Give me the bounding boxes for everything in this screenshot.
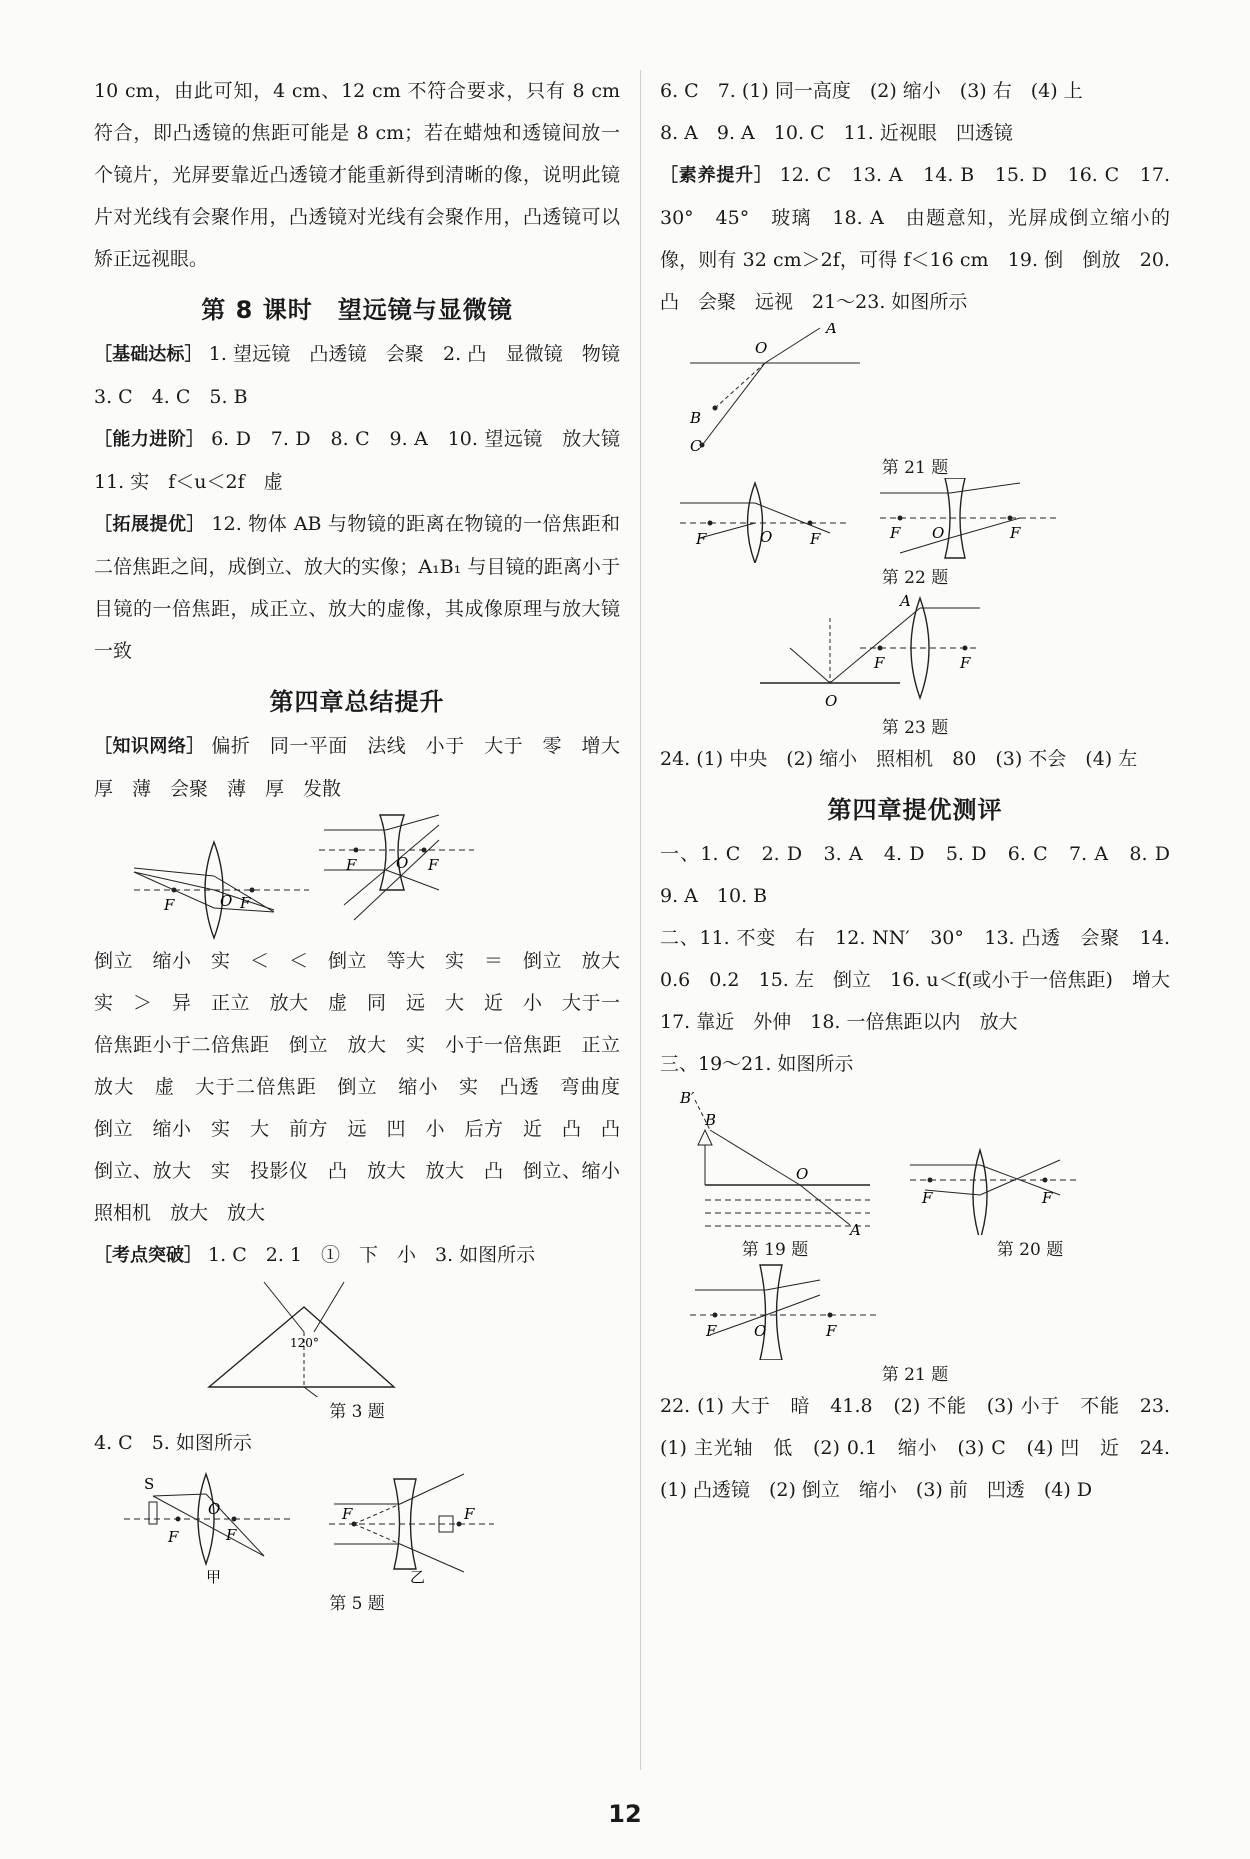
label-F20a: F <box>922 1189 933 1207</box>
part3-answers: 三、19～21. 如图所示 <box>660 1053 854 1075</box>
label-A19: A <box>850 1221 861 1235</box>
part1-answers: 一、1. C 2. D 3. A 4. D 5. D 6. C 7. A 8. D 9. A 10. B <box>660 843 1190 907</box>
label-F23b: F <box>960 654 971 672</box>
label-S: S <box>144 1475 155 1493</box>
figure-19-caption: 第 19 题 <box>741 1240 809 1260</box>
label-O22b: O <box>932 524 945 542</box>
knowledge-lens-figure <box>94 810 620 940</box>
label-F22b: F <box>810 530 821 548</box>
label-yi: 乙 <box>410 1568 426 1586</box>
part2-answers: 二、11. 不变 右 12. NN′ 30° 13. 凸透 会聚 14. 0.6 0.2 15. 左 倒立 16. u＜f(或小于一倍焦距) 增大 17. 靠近 外伸 18. 一倍焦距以内 放大 <box>660 927 1190 1033</box>
figure-5-caption: 第 5 题 <box>329 1594 385 1614</box>
figure-21 <box>660 323 1170 478</box>
label-O1: O <box>220 892 233 910</box>
right-column <box>660 70 1190 1511</box>
label-F1: F <box>164 896 175 914</box>
basic-tag: ［基础达标］ <box>94 344 203 365</box>
chapter-4-test-title: 第四章提优测评 <box>827 796 1003 824</box>
left-column <box>94 70 640 1614</box>
label-F6: F <box>226 1526 237 1544</box>
label-F3: F <box>346 856 357 874</box>
label-F5: F <box>168 1528 179 1546</box>
expand-answers <box>94 503 620 672</box>
figure-5-diagram <box>94 1464 620 1589</box>
ability-tag: ［能力进阶］ <box>94 429 205 450</box>
q45-answers: 4. C 5. 如图所示 <box>94 1432 252 1454</box>
right-line-1: 6. C 7. (1) 同一高度 (2) 缩小 (3) 右 (4) 上 <box>660 80 1083 102</box>
label-F23a: F <box>874 654 885 672</box>
expand-tag: ［拓展提优］ <box>94 514 205 535</box>
figure-21b-diagram <box>660 1260 1170 1360</box>
literacy-answers <box>660 154 1170 323</box>
right-line-2: 8. A 9. A 10. C 11. 近视眼 凹透镜 <box>660 122 1013 144</box>
label-F22d: F <box>1010 524 1021 542</box>
q24-answers: 24. (1) 中央 (2) 缩小 照相机 80 (3) 不会 (4) 左 <box>660 748 1138 770</box>
figure-22 <box>660 478 1170 588</box>
label-A21: A <box>826 323 837 337</box>
figure-5 <box>94 1464 620 1614</box>
label-A23: A <box>900 592 911 610</box>
label-B19: B <box>705 1111 717 1129</box>
figure-20-caption: 第 20 题 <box>996 1240 1064 1260</box>
figure-23-caption: 第 23 题 <box>881 718 949 738</box>
figure-21-caption: 第 21 题 <box>881 458 949 478</box>
label-F22a: F <box>696 530 707 548</box>
knowledge-text: 偏折 同一平面 法线 小于 大于 零 增大 厚 薄 会聚 薄 厚 发散 <box>94 735 640 800</box>
label-O23: O <box>825 692 838 710</box>
exam-tag: ［考点突破］ <box>94 1245 202 1266</box>
knowledge-tag: ［知识网络］ <box>94 736 205 757</box>
label-F7: F <box>342 1505 353 1523</box>
label-jia: 甲 <box>206 1568 222 1586</box>
figure-3-caption: 第 3 题 <box>329 1402 385 1422</box>
angle-label: 120° <box>290 1336 319 1350</box>
figure-21b <box>660 1260 1170 1385</box>
exam-answers <box>94 1234 620 1277</box>
label-O19: O <box>796 1165 809 1183</box>
label-C21: C <box>690 437 702 453</box>
label-F22c: F <box>890 524 901 542</box>
label-F21b: F <box>826 1322 837 1340</box>
basic-text: 1. 望远镜 凸透镜 会聚 2. 凸 显微镜 物镜 3. C 4. C 5. B <box>94 343 640 408</box>
label-O22a: O <box>760 528 773 546</box>
figure-3 <box>94 1277 620 1422</box>
literacy-tag: ［素养提升］ <box>660 165 773 186</box>
figure-22-caption: 第 22 题 <box>881 568 949 588</box>
label-O21b: O <box>754 1322 767 1340</box>
basic-answers <box>94 333 640 418</box>
figures-19-20 <box>660 1085 1170 1260</box>
section-8-title: 第 8 课时 望远镜与显微镜 <box>201 296 513 324</box>
label-F21a: F <box>706 1322 717 1340</box>
prism-diagram <box>94 1277 620 1397</box>
knowledge-lens-diagram <box>94 810 620 940</box>
label-O2: O <box>396 854 409 872</box>
label-O21: O <box>755 339 768 357</box>
ability-answers <box>94 418 640 503</box>
figure-23-diagram <box>660 588 1170 713</box>
figure-22-diagram <box>660 478 1170 563</box>
column-divider <box>640 70 641 1770</box>
expand-text: 12. 物体 AB 与物镜的距离在物镜的一倍焦距和二倍焦距之间，成倒立、放大的实像；A₁B₁ 与目镜的距离小于目镜的一倍焦距，成正立、放大的虚像，其成像原理与放大镜一致 <box>94 513 620 662</box>
label-F4: F <box>428 856 439 874</box>
label-B21: B <box>690 409 702 427</box>
ability-text: 6. D 7. D 8. C 9. A 10. 望远镜 放大镜 11. 实 f＜u＜2f 虚 <box>94 428 640 493</box>
figure-23 <box>660 588 1170 738</box>
label-F20b: F <box>1042 1189 1053 1207</box>
figure-21-diagram <box>660 323 1170 453</box>
page-number: 12 <box>608 1800 642 1828</box>
literacy-text: 12. C 13. A 14. B 15. D 16. C 17. 30° 45° 玻璃 18. A 由题意知，光屏成倒立缩小的像，则有 32 cm＞2f，可得 f＜16 cm 19. 倒 倒放 20. 凸 会聚 远视 21～23. 如图所示 <box>660 164 1170 313</box>
label-F2: F <box>240 894 251 912</box>
exam-text: 1. C 2. 1 ① 下 小 3. 如图所示 <box>208 1244 536 1266</box>
figures-19-20-diagram <box>660 1085 1170 1235</box>
q22-answers: 22. (1) 大于 暗 41.8 (2) 不能 (3) 小于 不能 23. (1) 主光轴 低 (2) 0.1 缩小 (3) C (4) 凹 近 24. (1) 凸透镜 (2) 倒立 缩小 (3) 前 凹透 (4) D <box>660 1395 1170 1501</box>
figures-19-20-captions <box>660 1235 1170 1260</box>
knowledge-answers <box>94 725 640 810</box>
label-Bprime: B′ <box>680 1089 695 1107</box>
chapter-4-summary-title: 第四章总结提升 <box>269 688 445 716</box>
figure-21b-caption: 第 21 题 <box>881 1365 949 1385</box>
label-O5: O <box>208 1500 221 1518</box>
knowledge-text-2: 倒立 缩小 实 ＜ ＜ 倒立 等大 实 ＝ 倒立 放大 实 ＞ 异 正立 放大 虚 同 远 大 近 小 大于一倍焦距小于二倍焦距 倒立 放大 实 小于一倍焦距 正立 放大 虚 大于二倍焦距 倒立 缩小 实 凸透 弯曲度 倒立 缩小 实 大 前方 远 凹 小 后方 近 凸 凸 倒立、放大 实 投影仪 凸 放大 放大 凸 倒立、缩小 照相机 放大 放大 <box>94 950 640 1224</box>
label-F8: F <box>464 1505 475 1523</box>
paragraph-continued: 10 cm，由此可知，4 cm、12 cm 不符合要求，只有 8 cm 符合，即凸透镜的焦距可能是 8 cm；若在蜡烛和透镜间放一个镜片，光屏要靠近凸透镜才能重新得到清晰的像，说明此镜片对光线有会聚作用，凸透镜对光线有会聚作用，凸透镜可以矫正远视眼。 <box>94 80 620 270</box>
